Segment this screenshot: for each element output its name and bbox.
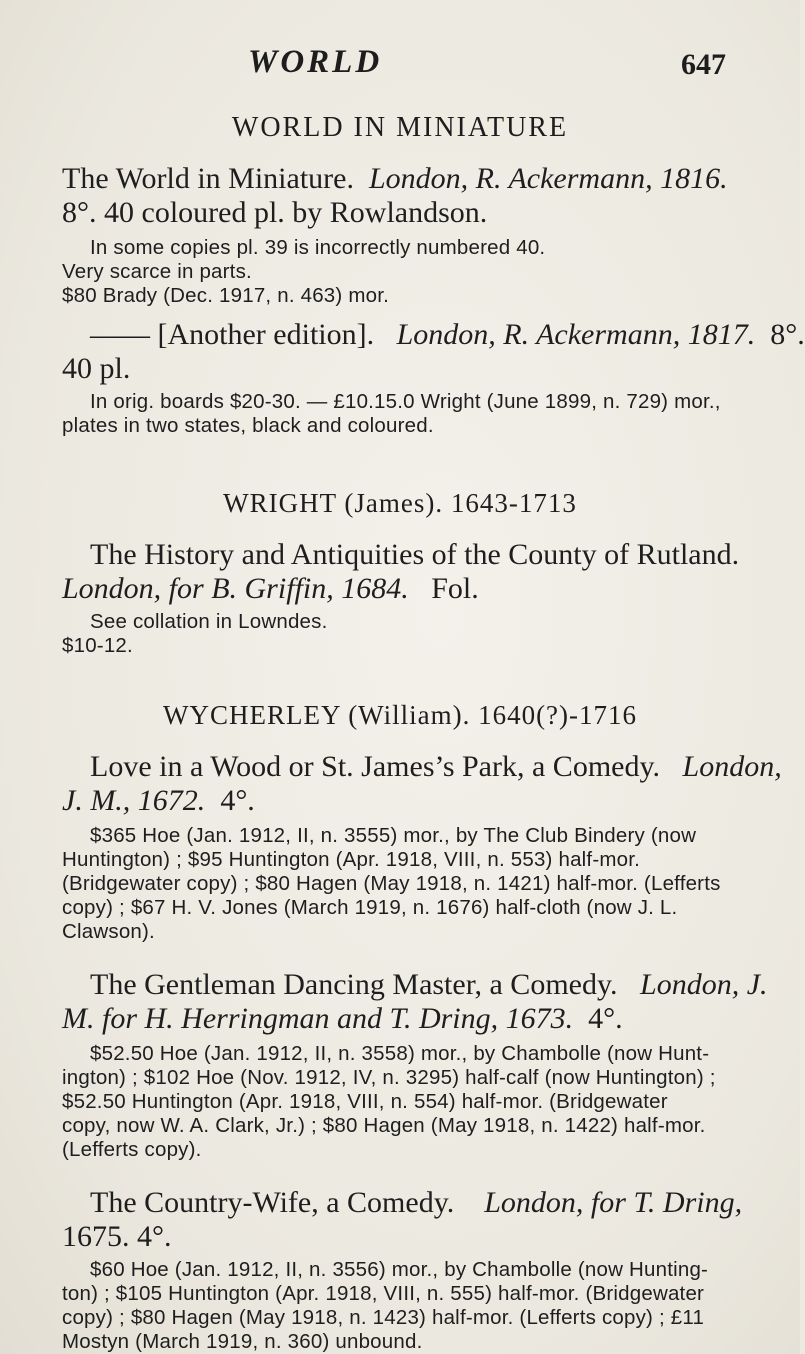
note-line: Huntington) ; $95 Huntington (Apr. 1918, VIII, n. 553) half-mor. [62, 848, 641, 871]
running-title: WORLD [248, 44, 383, 80]
page-number: 647 [681, 48, 726, 81]
work-title [62, 1186, 762, 1254]
note-line: $52.50 Hoe (Jan. 1912, II, n. 3558) mor., by Chambolle (now Hunt- [90, 1042, 710, 1065]
entry-notes [62, 236, 770, 308]
note-line: $60 Hoe (Jan. 1912, II, n. 3556) mor., by Chambolle (now Hunting- [90, 1258, 709, 1281]
work-title [62, 538, 762, 606]
work-imprint: M. for H. Herringman and T. Dring, 1673. [62, 1002, 574, 1035]
note-line: Very scarce in parts. [62, 260, 252, 283]
note-line: Clawson). [62, 920, 155, 943]
running-head [0, 44, 800, 84]
entry-imprint: London, R. Ackermann, 1816. [368, 162, 728, 195]
note-line: ton) ; $105 Huntington (Apr. 1918, VIII, n. 555) half-mor. (Bridgewater [62, 1282, 705, 1305]
work-imprint: J. M., 1672. [62, 784, 206, 817]
note-line: copy) ; $67 H. V. Jones (March 1919, n. 1676) half-cloth (now J. L. [62, 896, 678, 919]
work-title [62, 968, 768, 1036]
work-imprint: London, J. [640, 968, 768, 1001]
note-line: copy) ; $80 Hagen (May 1918, n. 1423) half-mor. (Lefferts copy) ; £11 [62, 1306, 705, 1329]
author-heading: WRIGHT (James). 1643-1713 [223, 488, 577, 518]
entry-title [62, 318, 805, 386]
note-line: (Bridgewater copy) ; $80 Hagen (May 1918, n. 1421) half-mor. (Lefferts [62, 872, 721, 895]
note-line: $52.50 Huntington (Apr. 1918, VIII, n. 554) half-mor. (Bridgewater [62, 1090, 668, 1113]
note-line: (Lefferts copy). [62, 1138, 202, 1161]
work-imprint: London, [682, 750, 782, 783]
section-title: WORLD IN MINIATURE [231, 112, 569, 143]
note-line: plates in two states, black and coloured. [62, 414, 434, 437]
work-title-text: The Country-Wife, a Comedy. [90, 1186, 455, 1219]
note-line: $365 Hoe (Jan. 1912, II, n. 3555) mor., by The Club Bindery (now [90, 824, 697, 847]
entry-imprint: London, R. Ackermann, 1817. [396, 318, 756, 351]
entry-format: 8°. 40 coloured pl. by Rowlandson. [62, 196, 488, 229]
work-notes [62, 610, 770, 658]
entry-plates: 40 pl. [62, 352, 131, 385]
entry-notes [62, 390, 770, 438]
work-notes [62, 824, 770, 944]
work-format: 1675. 4°. [62, 1220, 172, 1253]
work-notes [62, 1258, 770, 1354]
entry-title [62, 162, 762, 230]
work-format: 4°. [588, 1002, 623, 1035]
entry-title-text: —— [Another edition]. [90, 318, 375, 351]
work-notes [62, 1042, 770, 1162]
work-title [62, 750, 782, 818]
author-heading: WYCHERLEY (William). 1640(?)-1716 [162, 700, 638, 730]
note-line: $10-12. [62, 634, 133, 657]
note-line: Mostyn (March 1919, n. 360) unbound. [62, 1330, 423, 1353]
work-title-text: The History and Antiquities of the County of Rutland. [90, 538, 740, 571]
note-line: In orig. boards $20-30. — £10.15.0 Wright (June 1899, n. 729) mor., [90, 390, 721, 413]
entry-title-text: The World in Miniature. [62, 162, 354, 195]
work-format: Fol. [431, 572, 479, 605]
work-imprint: London, for B. Griffin, 1684. [62, 572, 409, 605]
work-format: 4°. [220, 784, 255, 817]
note-line: copy, now W. A. Clark, Jr.) ; $80 Hagen (May 1918, n. 1422) half-mor. [62, 1114, 706, 1137]
work-title-text: The Gentleman Dancing Master, a Comedy. [90, 968, 618, 1001]
note-line: $80 Brady (Dec. 1917, n. 463) mor. [62, 284, 390, 307]
work-title-text: Love in a Wood or St. James’s Park, a Comedy. [90, 750, 661, 783]
note-line: See collation in Lowndes. [90, 610, 328, 633]
note-line: ington) ; $102 Hoe (Nov. 1912, IV, n. 3295) half-calf (now Huntington) ; [62, 1066, 716, 1089]
note-line: In some copies pl. 39 is incorrectly numbered 40. [90, 236, 546, 259]
entry-format: 8°. [770, 318, 805, 351]
work-imprint: London, for T. Dring, [484, 1186, 743, 1219]
